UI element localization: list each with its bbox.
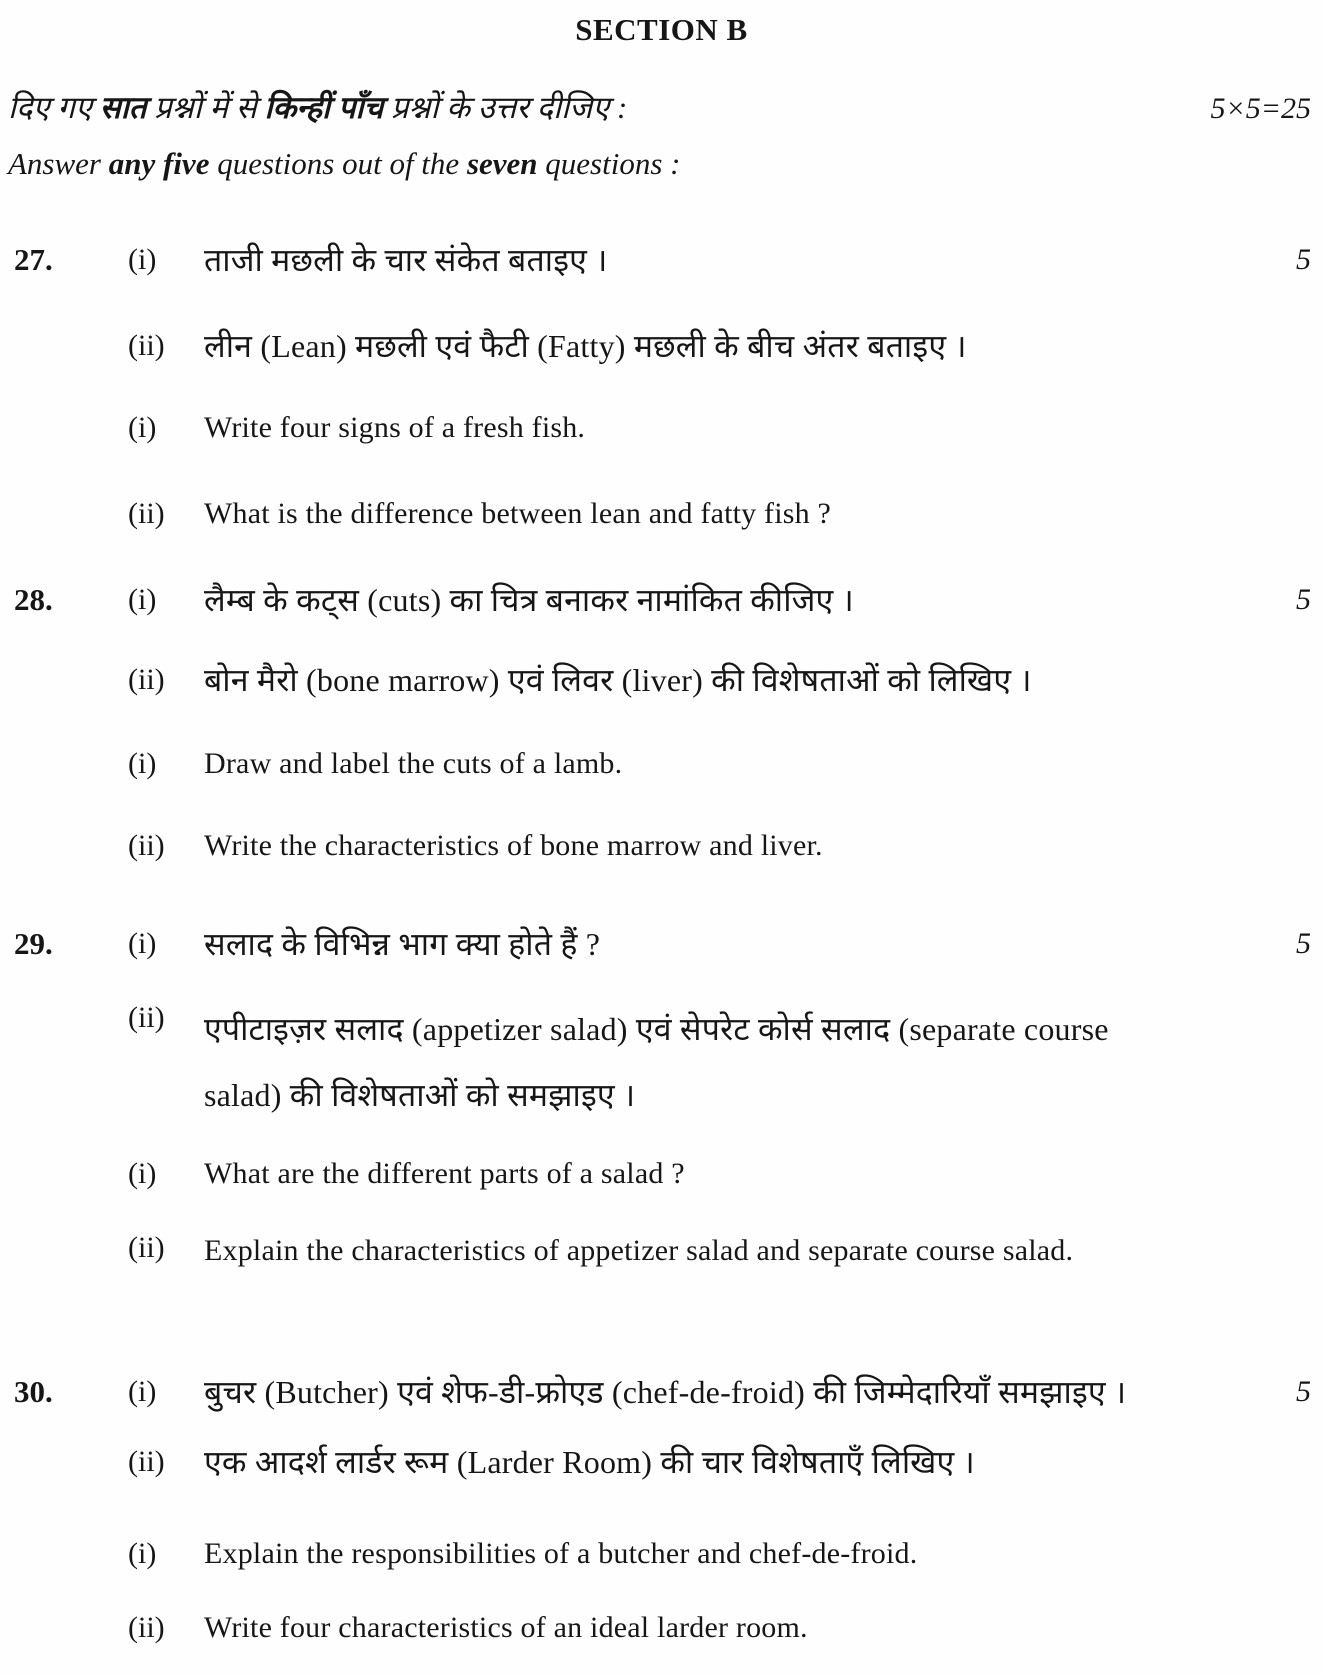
question-29-part-hi-i [0,922,1323,966]
question-marks: 5 [1296,1375,1311,1408]
part-text: Write four signs of a fresh fish. [204,411,586,444]
question-27-part-en-i [0,406,1323,450]
question-30-part-en-i [0,1532,1323,1576]
part-label: (i) [128,1537,157,1570]
instruction-english-segment: questions out of the [209,146,467,181]
question-29-part-en-ii [0,1226,1323,1276]
part-text: लीन (Lean) मछली एवं फैटी (Fatty) मछली के बीच अंतर बताइए । [204,328,967,364]
question-28-part-hi-i [0,578,1323,622]
section-title: SECTION B [575,12,748,47]
question-27-part-hi-i [0,238,1323,282]
part-text: Write the characteristics of bone marrow and liver. [204,829,823,862]
part-text: Draw and label the cuts of a lamb. [204,747,623,780]
question-28-part-en-i [0,742,1323,786]
instruction-hindi-text [8,86,627,129]
part-text: एक आदर्श लार्डर रूम (Larder Room) की चार विशेषताएँ लिखिए । [204,1444,975,1480]
question-number: 27. [14,242,53,277]
question-28-part-en-ii [0,824,1323,868]
instruction-english-bold: any five [108,146,210,181]
part-label: (i) [128,747,157,780]
instruction-line-hindi [8,86,1311,129]
instruction-english-segment: questions : [537,146,681,181]
instruction-hindi-segment: दिए गए [8,90,100,125]
question-30-part-hi-i [0,1370,1323,1414]
part-text: सलाद के विभिन्न भाग क्या होते हैं ? [204,926,601,962]
part-text: What is the difference between lean and fatty fish ? [204,497,832,530]
part-text: Explain the characteristics of appetizer salad and separate course salad. [204,1234,1074,1267]
part-label: (i) [128,243,157,276]
marks-scheme: 5×5=25 [1210,92,1311,125]
part-text: एपीटाइज़र सलाद (appetizer salad) एवं सेपरेट कोर्स सलाद (separate course salad) की विशेषताओं को समझाइए । [204,1011,1109,1113]
part-text: बोन मैरो (bone marrow) एवं लिवर (liver) की विशेषताओं को लिखिए । [204,662,1032,698]
part-label: (i) [128,1157,157,1190]
instruction-english-bold: seven [466,146,538,181]
part-label: (i) [128,927,157,960]
question-number: 29. [14,926,53,961]
part-text: What are the different parts of a salad ? [204,1157,685,1190]
question-30-part-hi-ii [0,1440,1323,1484]
part-label: (ii) [128,1231,165,1264]
part-label: (ii) [128,829,165,862]
instruction-hindi-segment: प्रश्नों में से [146,90,265,125]
part-label: (i) [128,583,157,616]
question-marks: 5 [1296,583,1311,616]
question-marks: 5 [1296,243,1311,276]
question-28-part-hi-ii [0,658,1323,702]
part-text: Write four characteristics of an ideal larder room. [204,1611,808,1644]
question-27-part-hi-ii [0,324,1323,368]
part-text: लैम्ब के कट्स (cuts) का चित्र बनाकर नामांकित कीजिए । [204,582,854,618]
question-29-part-en-i [0,1152,1323,1196]
part-label: (ii) [128,1001,165,1034]
part-label: (ii) [128,497,165,530]
instruction-english-text [8,142,680,185]
part-text: ताजी मछली के चार संकेत बताइए । [204,242,608,278]
instruction-hindi-segment: प्रश्नों के उत्तर दीजिए : [383,90,628,125]
instruction-hindi-bold: सात [99,90,147,125]
section-header [0,12,1323,48]
part-label: (ii) [128,1611,165,1644]
instruction-hindi-bold: किन्हीं पाँच [264,90,384,125]
part-label: (ii) [128,1445,165,1478]
question-29-part-hi-ii [0,996,1323,1128]
instruction-english-segment: Answer [8,146,109,181]
question-marks: 5 [1296,927,1311,960]
question-30-part-en-ii [0,1606,1323,1650]
part-label: (ii) [128,663,165,696]
part-label: (i) [128,1375,157,1408]
question-number: 28. [14,582,53,617]
part-text: Explain the responsibilities of a butcher and chef-de-froid. [204,1537,918,1570]
question-number: 30. [14,1374,53,1409]
instruction-line-english [8,142,1311,185]
part-label: (ii) [128,329,165,362]
question-27-part-en-ii [0,492,1323,536]
part-label: (i) [128,411,157,444]
part-text: बुचर (Butcher) एवं शेफ-डी-फ्रोएड (chef-de-froid) की जिम्मेदारियाँ समझाइए । [204,1374,1127,1410]
